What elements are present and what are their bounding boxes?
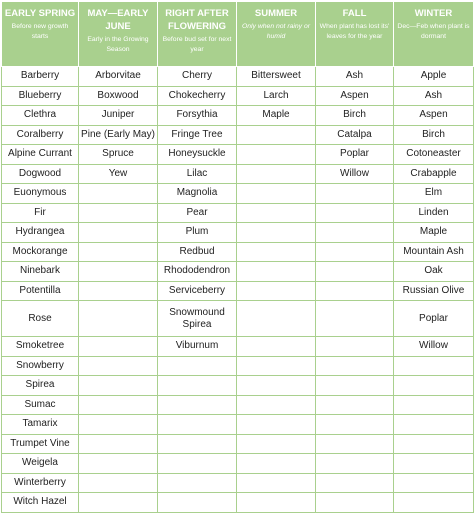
cell-fall (316, 434, 394, 454)
cell-may-early-june (79, 203, 158, 223)
cell-winter (394, 434, 474, 454)
cell-may-early-june (79, 434, 158, 454)
cell-may-early-june: Yew (79, 164, 158, 184)
table-row (2, 262, 474, 282)
cell-right-after-flowering: Lilac (158, 164, 237, 184)
cell-right-after-flowering (158, 434, 237, 454)
cell-right-after-flowering: Rhododendron (158, 262, 237, 282)
table-row (2, 376, 474, 396)
header-right-after-flowering (158, 2, 237, 67)
header-subtitle: Only when not rainy or humid (241, 23, 310, 40)
cell-early-spring: Euonymous (2, 184, 79, 204)
cell-fall (316, 242, 394, 262)
table-row (2, 67, 474, 87)
cell-may-early-june: Pine (Early May) (79, 125, 158, 145)
table-row (2, 337, 474, 357)
cell-right-after-flowering: Cherry (158, 67, 237, 87)
cell-summer (237, 473, 316, 493)
cell-right-after-flowering: Redbud (158, 242, 237, 262)
cell-may-early-june (79, 223, 158, 243)
cell-summer (237, 395, 316, 415)
cell-right-after-flowering (158, 395, 237, 415)
cell-may-early-june (79, 262, 158, 282)
table-row (2, 454, 474, 474)
table-row (2, 125, 474, 145)
cell-right-after-flowering (158, 493, 237, 513)
table-row (2, 473, 474, 493)
cell-early-spring: Coralberry (2, 125, 79, 145)
cell-fall (316, 356, 394, 376)
cell-may-early-june: Boxwood (79, 86, 158, 106)
cell-may-early-june (79, 242, 158, 262)
cell-summer (237, 493, 316, 513)
cell-summer (237, 337, 316, 357)
cell-summer (237, 454, 316, 474)
table-header (2, 2, 474, 67)
cell-summer (237, 301, 316, 337)
cell-right-after-flowering (158, 376, 237, 396)
cell-right-after-flowering: Pear (158, 203, 237, 223)
cell-fall (316, 203, 394, 223)
cell-summer (237, 434, 316, 454)
cell-winter: Birch (394, 125, 474, 145)
header-title: SUMMER (254, 8, 298, 19)
cell-winter: Ash (394, 86, 474, 106)
cell-winter: Maple (394, 223, 474, 243)
table-row (2, 434, 474, 454)
cell-fall (316, 395, 394, 415)
cell-early-spring: Trumpet Vine (2, 434, 79, 454)
cell-may-early-june (79, 473, 158, 493)
cell-summer: Larch (237, 86, 316, 106)
cell-fall (316, 184, 394, 204)
cell-may-early-june (79, 493, 158, 513)
cell-winter (394, 454, 474, 474)
cell-right-after-flowering (158, 356, 237, 376)
header-subtitle: When plant has lost its' leaves for the year (319, 23, 390, 40)
cell-winter: Cotoneaster (394, 145, 474, 165)
cell-winter (394, 415, 474, 435)
header-may-early-june (79, 2, 158, 67)
cell-fall: Catalpa (316, 125, 394, 145)
cell-winter: Apple (394, 67, 474, 87)
cell-fall (316, 473, 394, 493)
cell-right-after-flowering: Viburnum (158, 337, 237, 357)
header-winter (394, 2, 474, 67)
header-title: RIGHT AFTER FLOWERING (165, 8, 229, 32)
table-row (2, 493, 474, 513)
cell-early-spring: Winterberry (2, 473, 79, 493)
header-subtitle: Before bud set for next year (162, 36, 232, 53)
cell-fall (316, 223, 394, 243)
cell-summer (237, 281, 316, 301)
cell-fall (316, 493, 394, 513)
cell-early-spring: Barberry (2, 67, 79, 87)
cell-early-spring: Blueberry (2, 86, 79, 106)
cell-early-spring: Hydrangea (2, 223, 79, 243)
cell-winter (394, 376, 474, 396)
header-title: MAY—EARLY JUNE (87, 8, 149, 32)
header-subtitle: Dec—Feb when plant is dormant (397, 23, 470, 40)
header-title: EARLY SPRING (4, 8, 76, 19)
cell-summer (237, 242, 316, 262)
cell-summer: Bittersweet (237, 67, 316, 87)
cell-fall: Aspen (316, 86, 394, 106)
cell-may-early-june (79, 415, 158, 435)
table-row (2, 145, 474, 165)
cell-fall: Ash (316, 67, 394, 87)
cell-summer (237, 262, 316, 282)
cell-may-early-june (79, 395, 158, 415)
cell-may-early-june: Arborvitae (79, 67, 158, 87)
cell-right-after-flowering (158, 415, 237, 435)
cell-early-spring: Spirea (2, 376, 79, 396)
cell-winter: Linden (394, 203, 474, 223)
cell-winter: Oak (394, 262, 474, 282)
cell-fall (316, 376, 394, 396)
cell-early-spring: Potentilla (2, 281, 79, 301)
cell-winter: Aspen (394, 106, 474, 126)
header-title: FALL (342, 8, 367, 19)
table-row (2, 356, 474, 376)
table-row (2, 106, 474, 126)
header-subtitle: Early in the Growing Season (87, 36, 149, 53)
header-subtitle: Before new growth starts (11, 23, 69, 40)
pruning-schedule-table (1, 1, 474, 513)
cell-may-early-june (79, 184, 158, 204)
table-row (2, 242, 474, 262)
cell-may-early-june (79, 337, 158, 357)
cell-summer (237, 223, 316, 243)
cell-summer (237, 184, 316, 204)
cell-winter (394, 493, 474, 513)
header-summer (237, 2, 316, 67)
cell-summer (237, 125, 316, 145)
cell-right-after-flowering: Magnolia (158, 184, 237, 204)
cell-fall (316, 281, 394, 301)
cell-fall (316, 337, 394, 357)
cell-right-after-flowering: Fringe Tree (158, 125, 237, 145)
cell-winter (394, 473, 474, 493)
table-row (2, 164, 474, 184)
cell-winter: Russian Olive (394, 281, 474, 301)
table-row (2, 301, 474, 337)
cell-summer (237, 376, 316, 396)
cell-early-spring: Rose (2, 301, 79, 337)
table-row (2, 203, 474, 223)
cell-early-spring: Fir (2, 203, 79, 223)
table-row (2, 415, 474, 435)
cell-winter (394, 356, 474, 376)
cell-may-early-june (79, 301, 158, 337)
cell-early-spring: Ninebark (2, 262, 79, 282)
cell-summer: Maple (237, 106, 316, 126)
table-row (2, 184, 474, 204)
cell-winter: Elm (394, 184, 474, 204)
cell-winter (394, 395, 474, 415)
cell-winter: Willow (394, 337, 474, 357)
cell-winter: Poplar (394, 301, 474, 337)
cell-early-spring: Mockorange (2, 242, 79, 262)
cell-fall (316, 454, 394, 474)
cell-may-early-june (79, 281, 158, 301)
cell-right-after-flowering: Honeysuckle (158, 145, 237, 165)
cell-fall: Willow (316, 164, 394, 184)
cell-fall (316, 301, 394, 337)
cell-summer (237, 145, 316, 165)
header-early-spring (2, 2, 79, 67)
header-title: WINTER (414, 8, 453, 19)
cell-early-spring: Sumac (2, 395, 79, 415)
table-row (2, 86, 474, 106)
cell-early-spring: Alpine Currant (2, 145, 79, 165)
cell-early-spring: Smoketree (2, 337, 79, 357)
cell-summer (237, 203, 316, 223)
cell-right-after-flowering: Serviceberry (158, 281, 237, 301)
cell-early-spring: Snowberry (2, 356, 79, 376)
cell-early-spring: Tamarix (2, 415, 79, 435)
cell-right-after-flowering: Chokecherry (158, 86, 237, 106)
cell-fall: Birch (316, 106, 394, 126)
cell-may-early-june (79, 454, 158, 474)
cell-right-after-flowering (158, 454, 237, 474)
cell-winter: Mountain Ash (394, 242, 474, 262)
cell-winter: Crabapple (394, 164, 474, 184)
table-row (2, 223, 474, 243)
cell-right-after-flowering: Snowmound Spirea (158, 301, 237, 337)
cell-right-after-flowering (158, 473, 237, 493)
header-row (2, 2, 474, 67)
cell-fall (316, 262, 394, 282)
cell-early-spring: Weigela (2, 454, 79, 474)
cell-may-early-june: Juniper (79, 106, 158, 126)
cell-right-after-flowering: Plum (158, 223, 237, 243)
cell-fall (316, 415, 394, 435)
cell-summer (237, 164, 316, 184)
cell-early-spring: Witch Hazel (2, 493, 79, 513)
header-fall (316, 2, 394, 67)
cell-early-spring: Clethra (2, 106, 79, 126)
cell-summer (237, 415, 316, 435)
table-row (2, 281, 474, 301)
cell-early-spring: Dogwood (2, 164, 79, 184)
cell-right-after-flowering: Forsythia (158, 106, 237, 126)
cell-fall: Poplar (316, 145, 394, 165)
cell-summer (237, 356, 316, 376)
table-body (2, 67, 474, 513)
cell-may-early-june (79, 356, 158, 376)
cell-may-early-june (79, 376, 158, 396)
table-row (2, 395, 474, 415)
cell-may-early-june: Spruce (79, 145, 158, 165)
